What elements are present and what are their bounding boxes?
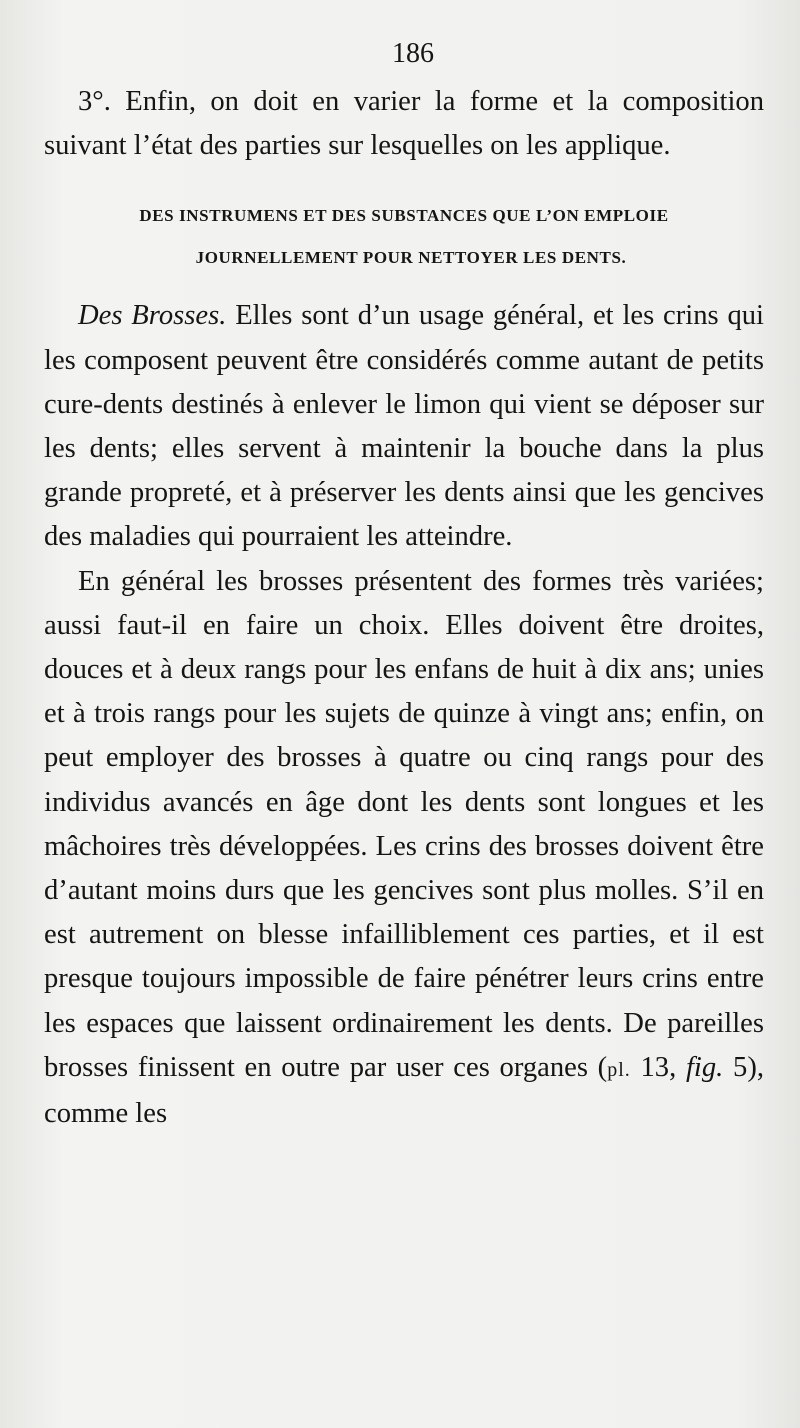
- paragraph-composition: 3°. Enfin, on doit en varier la forme et la composition suivant l’état des parties sur lesquelles on les applique.: [44, 86, 764, 162]
- paragraph-brosses: [44, 294, 764, 559]
- plate-number: 13,: [630, 1051, 686, 1083]
- paragraph-general-text: En général les brosses présentent des formes très variées; aussi faut-il en faire un choix. Elles doivent être droites, douces et à deux rangs pour les enfans de huit à dix ans; unies et à trois rangs pour les sujets de quinze à vingt ans; enfin, on peut employer des brosses à quatre ou cinq rangs pour des individus avancés en âge dont les dents sont longues et les mâchoires très développées. Les crins des brosses doivent être d’autant moins durs que les gencives sont plus molles. S’il en est autrement on blesse infailliblement ces parties, et il est presque toujours impossible de faire pénétrer leurs crins entre les espaces que laissent ordinairement les dents. De pareilles brosses finissent en outre par user ces organes (: [44, 565, 764, 1083]
- heading-line-2: JOURNELLEMENT POUR NETTOYER LES DENTS.: [195, 248, 627, 268]
- paragraph-general: [44, 560, 764, 1137]
- paragraph-lead-title: Des Brosses.: [78, 300, 227, 332]
- figure-number: 5), comme les: [44, 1051, 764, 1130]
- heading-line-1: DES INSTRUMENS ET DES SUBSTANCES QUE L’ON EMPLOIE: [139, 206, 669, 226]
- plate-reference: pl.: [607, 1058, 631, 1081]
- page-number: 186: [392, 38, 434, 69]
- paragraph-brosses-text: Elles sont d’un usage général, et les crins qui les composent peuvent être considérés comme autant de petits cure-dents destinés à enlever le limon qui vient se déposer sur les dents; elles servent à maintenir la bouche dans la plus grande propreté, et à préserver les dents ainsi que les gencives des maladies qui pourraient les atteindre.: [44, 300, 764, 553]
- section-heading: [44, 202, 764, 272]
- figure-reference: fig.: [685, 1051, 724, 1083]
